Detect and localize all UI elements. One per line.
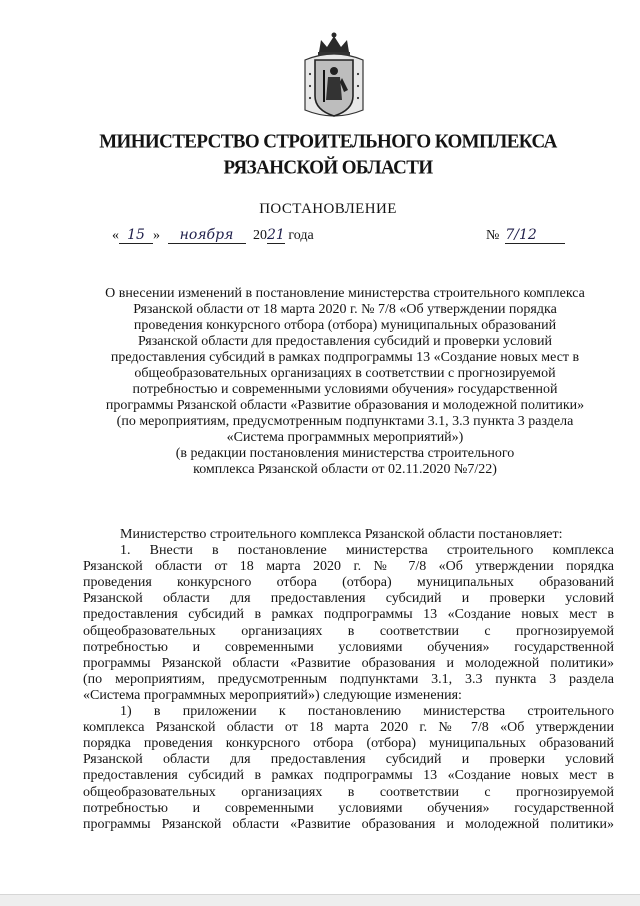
date-open-quote: « [112,228,119,243]
title-line: предоставления субсидий в рамках подпрограммы 13 «Создание новых мест в [110,350,580,365]
body-line: комплекса Рязанской области от 18 марта 2020 г. № 7/8 «Об утверждении [83,720,614,736]
body-line: «Система программных мероприятий») следующие изменения: [83,687,462,703]
document-body [83,527,614,833]
title-line: потребностью и современными условиями обучения» государственной [132,382,558,397]
title-line: проведения конкурсного отбора (отбора) муниципальных образований [133,318,557,333]
title-line: Рязанской области для предоставления субсидий и проверки условий [138,334,552,349]
body-line: общеобразовательных организациях в соответствии с прогнозируемой [83,784,614,800]
date-year-handwritten: 21 [267,227,285,243]
document-number [486,227,565,244]
body-line: Министерство строительного комплекса Рязанской области постановляет: [120,527,563,542]
body-line: программы Рязанской области «Развитие образования и молодежной политики» [83,816,614,832]
document-type: ПОСТАНОВЛЕНИЕ [259,201,397,217]
body-line: потребностью и современными условиями обучения» государственной [83,800,614,816]
document-title [80,286,610,478]
title-line: Рязанской области от 18 марта 2020 г. № 7/8 «Об утверждении порядка [133,302,557,317]
body-line: предоставления субсидий в рамках подпрограммы 13 «Создание новых мест в [83,768,614,784]
body-line: 1) в приложении к постановлению министерства строительного [120,704,614,720]
title-line: (по мероприятиям, предусмотренным подпунктами 3.1, 3.3 пункта 3 раздела [116,414,574,429]
title-line: общеобразовательных организациях в соответствии с прогнозируемой [134,366,556,381]
coat-of-arms-icon [297,30,371,122]
number-handwritten: 7/12 [505,227,565,244]
title-line: О внесении изменений в постановление министерства строительного комплекса [105,286,585,301]
body-line: предоставления субсидий в рамках подпрограммы 13 «Создание новых мест в [83,607,614,623]
body-line: Рязанской области для предоставления субсидий и проверки условий [83,591,614,607]
body-line: программы Рязанской области «Развитие образования и молодежной политики» [83,655,614,671]
document-date [112,227,314,244]
body-line: 1. Внести в постановление министерства строительного комплекса [120,543,614,559]
body-line: (по мероприятиям, предусмотренным подпунктами 3.1, 3.3 пункта 3 раздела [83,671,614,687]
body-line: общеобразовательных организациях в соответствии с прогнозируемой [83,623,614,639]
ministry-name-line-2: РЯЗАНСКОЙ ОБЛАСТИ [223,156,433,179]
date-year-prefix: 20 [253,228,267,243]
date-year-word: года [288,228,314,243]
date-month-handwritten: ноября [168,227,246,244]
title-line: «Система программных мероприятий») [226,430,464,445]
body-line: проведения конкурсного отбора (отбора) муниципальных образований [83,575,614,591]
body-line: Рязанской области от 18 марта 2020 г. № 7/8 «Об утверждении порядка [83,559,614,575]
body-line: Рязанской области для предоставления субсидий и проверки условий [83,752,614,768]
ministry-name-line-1: МИНИСТЕРСТВО СТРОИТЕЛЬНОГО КОМПЛЕКСА [99,130,557,153]
date-close-quote: » [153,228,160,243]
title-line: (в редакции постановления министерства строительного [175,446,515,461]
number-label: № [486,228,500,243]
date-day-handwritten: 15 [119,227,153,244]
page-bottom-edge [0,894,640,906]
body-line: потребностью и современными условиями обучения» государственной [83,639,614,655]
title-line: программы Рязанской области «Развитие образования и молодежной политики» [105,398,585,413]
title-line: комплекса Рязанской области от 02.11.2020 №7/22) [193,462,497,477]
body-line: порядка проведения конкурсного отбора (отбора) муниципальных образований [83,736,614,752]
